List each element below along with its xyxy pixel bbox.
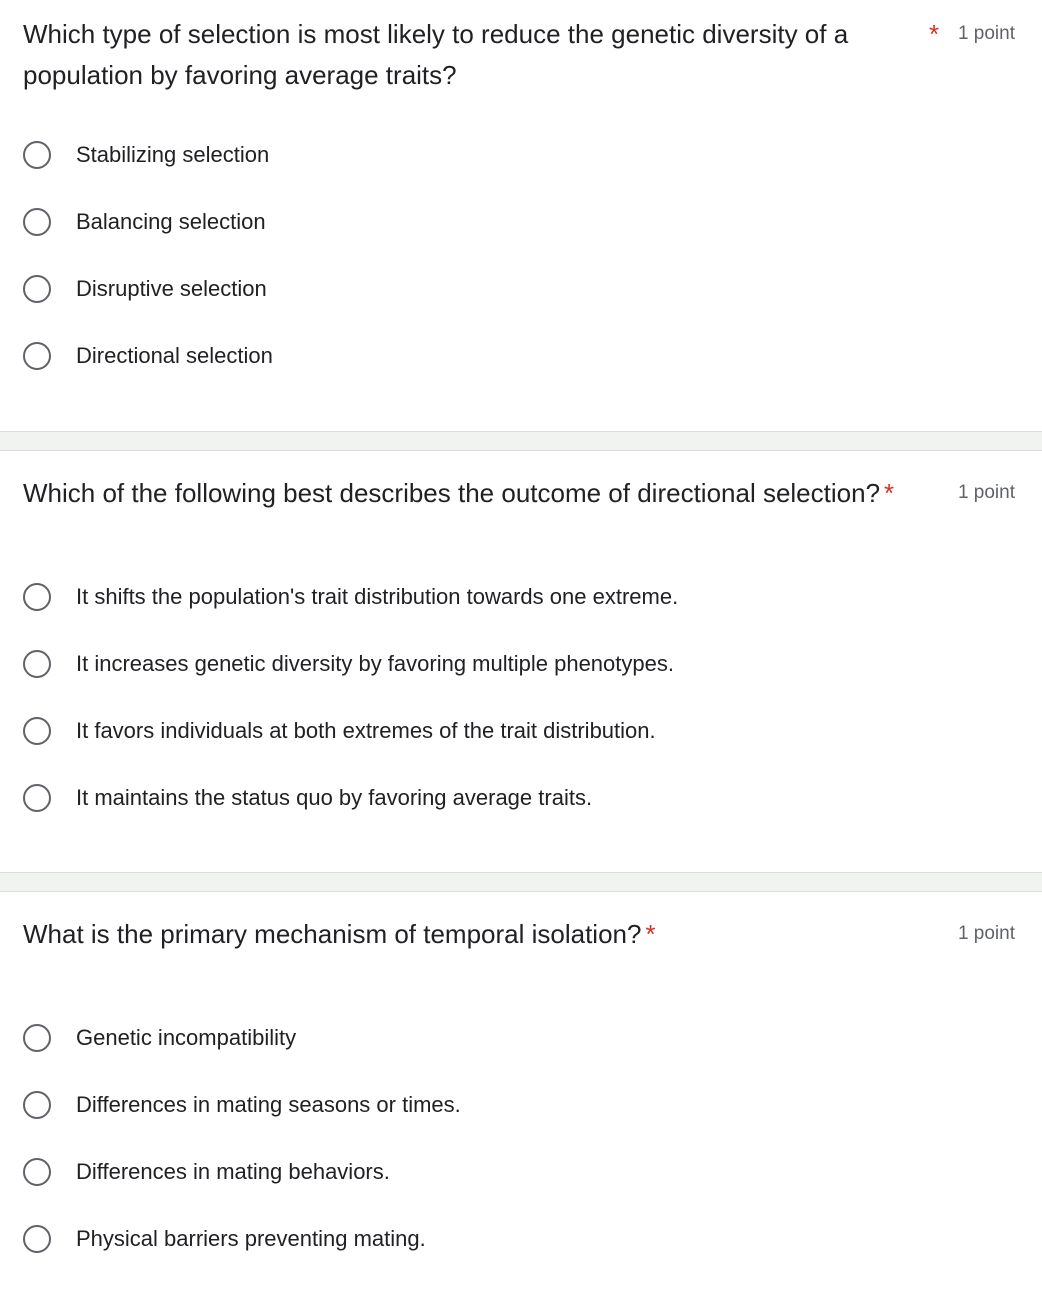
question-card-2 bbox=[0, 451, 1042, 872]
option-label: Differences in mating seasons or times. bbox=[76, 1091, 461, 1117]
question-card-3 bbox=[0, 892, 1042, 1312]
radio-button[interactable] bbox=[23, 717, 51, 745]
option-3-3[interactable] bbox=[23, 1138, 1018, 1205]
radio-button[interactable] bbox=[23, 784, 51, 812]
radio-button[interactable] bbox=[23, 583, 51, 611]
option-1-4[interactable] bbox=[23, 322, 1018, 389]
question-header-2 bbox=[23, 473, 1018, 563]
radio-button[interactable] bbox=[23, 141, 51, 169]
option-group-3 bbox=[23, 1004, 1018, 1272]
question-separator bbox=[0, 431, 1042, 451]
question-text-2: Which of the following best describes the outcome of directional selection? bbox=[23, 478, 881, 508]
option-label: Differences in mating behaviors. bbox=[76, 1158, 390, 1184]
option-2-3[interactable] bbox=[23, 697, 1018, 764]
question-title-3 bbox=[23, 914, 923, 955]
question-header-3 bbox=[23, 914, 1018, 1004]
question-separator bbox=[0, 872, 1042, 892]
option-3-1[interactable] bbox=[23, 1004, 1018, 1071]
option-label: Balancing selection bbox=[76, 208, 266, 234]
radio-button[interactable] bbox=[23, 1091, 51, 1119]
question-title-2 bbox=[23, 473, 943, 514]
radio-button[interactable] bbox=[23, 650, 51, 678]
question-text-3: What is the primary mechanism of temporal isolation? bbox=[23, 919, 642, 949]
option-label: Directional selection bbox=[76, 342, 273, 368]
option-group-1 bbox=[23, 121, 1018, 389]
radio-button[interactable] bbox=[23, 1024, 51, 1052]
required-asterisk-3: * bbox=[645, 919, 656, 949]
option-label: It increases genetic diversity by favoring multiple phenotypes. bbox=[76, 650, 674, 676]
question-card-1 bbox=[0, 0, 1042, 431]
option-1-3[interactable] bbox=[23, 255, 1018, 322]
radio-button[interactable] bbox=[23, 1225, 51, 1253]
option-2-2[interactable] bbox=[23, 630, 1018, 697]
radio-button[interactable] bbox=[23, 208, 51, 236]
option-label: It favors individuals at both extremes of the trait distribution. bbox=[76, 717, 656, 743]
option-3-2[interactable] bbox=[23, 1071, 1018, 1138]
option-2-4[interactable] bbox=[23, 764, 1018, 831]
option-1-2[interactable] bbox=[23, 188, 1018, 255]
option-label: Stabilizing selection bbox=[76, 141, 270, 167]
question-title-1 bbox=[23, 14, 883, 96]
required-asterisk-2: * bbox=[884, 478, 895, 508]
radio-button[interactable] bbox=[23, 1158, 51, 1186]
option-label: Physical barriers preventing mating. bbox=[76, 1225, 426, 1251]
option-label: It shifts the population's trait distribution towards one extreme. bbox=[76, 583, 679, 609]
question-points-1: 1 point bbox=[957, 23, 1015, 44]
required-asterisk-1: * bbox=[929, 19, 940, 49]
question-text-1: Which type of selection is most likely to reduce the genetic diversity of a population by favoring average traits? bbox=[23, 19, 849, 90]
option-label: Disruptive selection bbox=[76, 275, 267, 301]
radio-button[interactable] bbox=[23, 275, 51, 303]
option-group-2 bbox=[23, 563, 1018, 831]
option-2-1[interactable] bbox=[23, 563, 1018, 630]
option-label: Genetic incompatibility bbox=[76, 1024, 297, 1050]
question-points-3: 1 point bbox=[957, 923, 1015, 944]
question-header-1 bbox=[23, 14, 1018, 104]
option-3-4[interactable] bbox=[23, 1205, 1018, 1272]
radio-button[interactable] bbox=[23, 342, 51, 370]
option-1-1[interactable] bbox=[23, 121, 1018, 188]
option-label: It maintains the status quo by favoring average traits. bbox=[76, 784, 593, 810]
question-points-2: 1 point bbox=[957, 482, 1015, 503]
